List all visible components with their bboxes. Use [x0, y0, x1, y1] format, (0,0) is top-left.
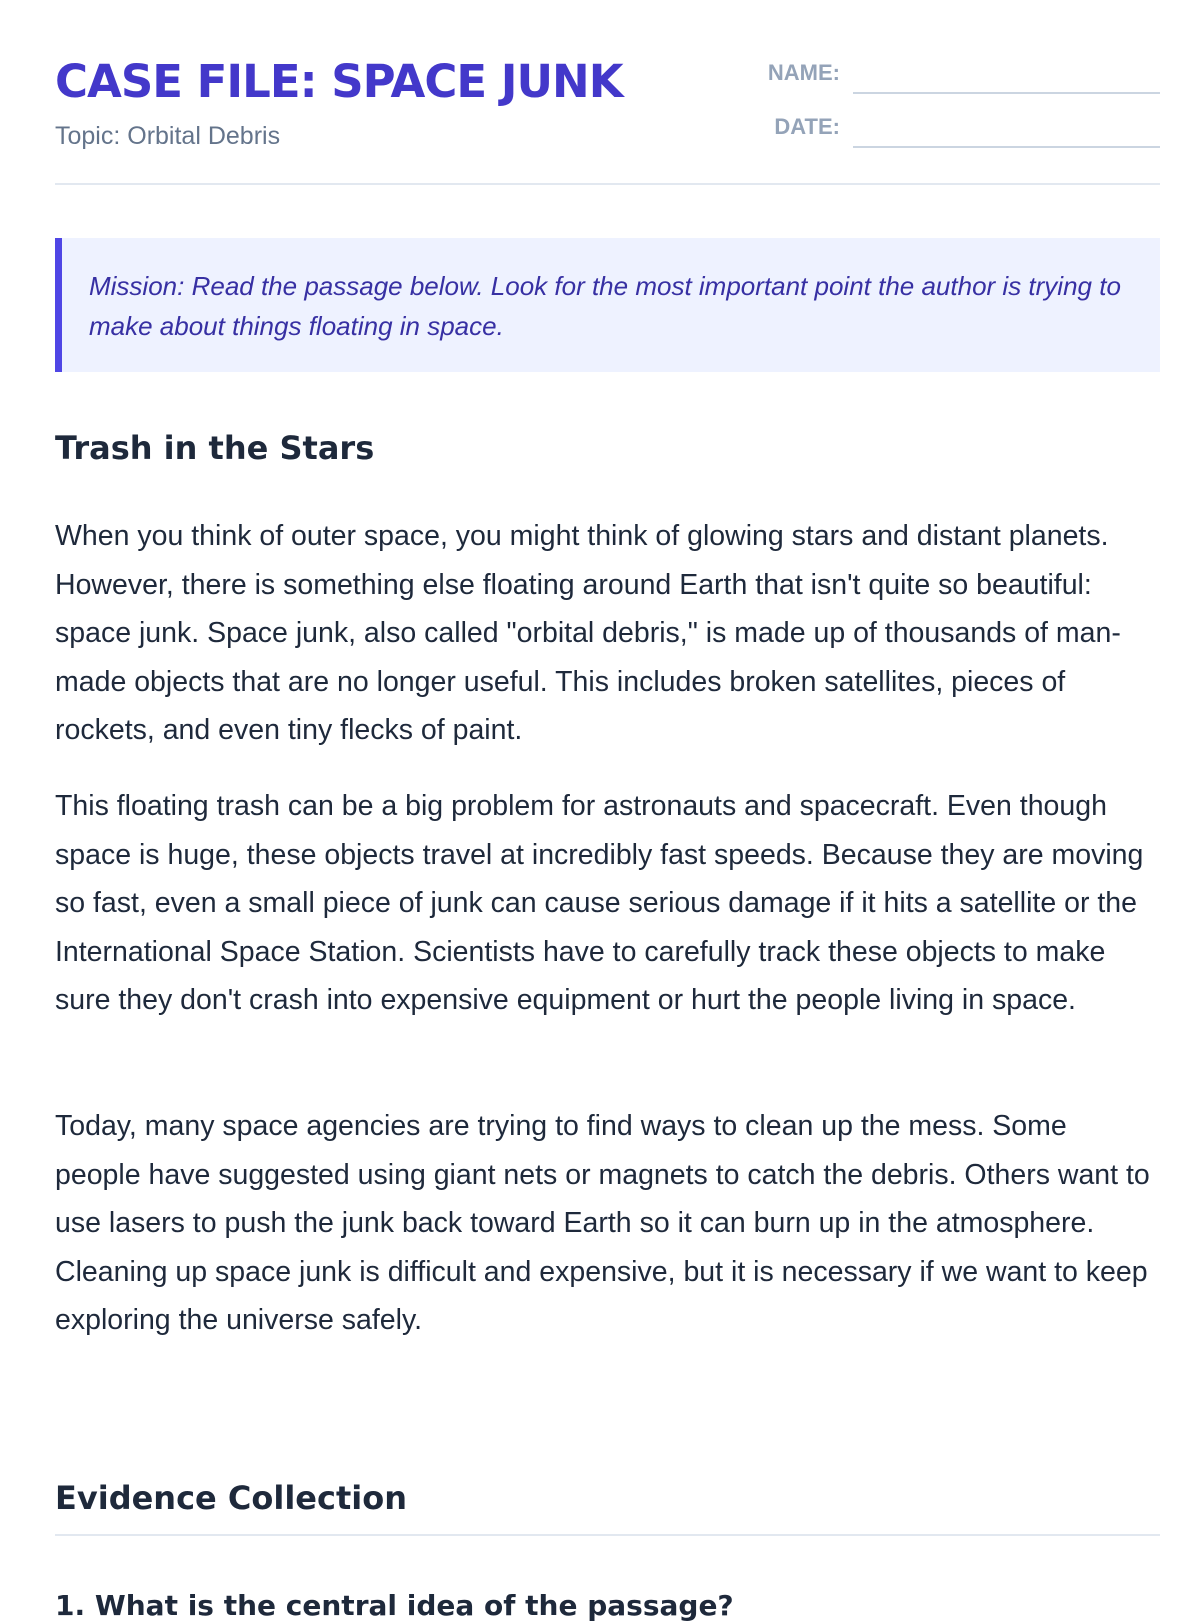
name-input-line[interactable]: [853, 92, 1160, 94]
topic-label: Topic: Orbital Debris: [55, 122, 281, 150]
article-heading: Trash in the Stars: [55, 429, 375, 467]
date-input-line[interactable]: [853, 146, 1160, 148]
passage-paragraph-1: When you think of outer space, you might think of glowing stars and distant planets. However, there is something else floating around Earth that isn't quite so beautiful: space junk. Space junk, also called "orbital debris," is made up of thousands of man-made objects that are no longer useful. This includes broken satellites, pieces of rockets, and even tiny flecks of paint.: [55, 520, 1121, 746]
worksheet-page: [55, 0, 1160, 1622]
date-field[interactable]: [720, 109, 1160, 149]
evidence-divider: [55, 1534, 1160, 1536]
passage-paragraph-2: This floating trash can be a big problem for astronauts and spacecraft. Even though space is huge, these objects travel at incredibly fast speeds. Because they are moving so fast, even a small piece of junk can cause serious damage if it hits a satellite or the International Space Station. Scientists have to carefully track these objects to make sure they don't crash into expensive equipment or hurt the people living in space.: [55, 790, 1144, 1016]
worksheet-header: [55, 0, 1160, 185]
passage-paragraph-3: Today, many space agencies are trying to find ways to clean up the mess. Some people have suggested using giant nets or magnets to catch the debris. Others want to use lasers to push the junk back toward Earth so it can burn up in the atmosphere. Cleaning up space junk is difficult and expensive, but it is necessary if we want to keep exploring the universe safely.: [55, 1110, 1150, 1336]
name-field-label: NAME:: [767, 60, 840, 85]
page-title: CASE FILE: SPACE JUNK: [55, 55, 623, 108]
mission-callout: Mission: Read the passage below. Look for the most important point the author is trying to make about things floating in space.: [55, 238, 1160, 372]
date-field-label: DATE:: [774, 114, 840, 139]
question-1: 1. What is the central idea of the passage?: [55, 1589, 734, 1622]
evidence-heading: Evidence Collection: [55, 1479, 407, 1517]
name-field[interactable]: [720, 55, 1160, 95]
